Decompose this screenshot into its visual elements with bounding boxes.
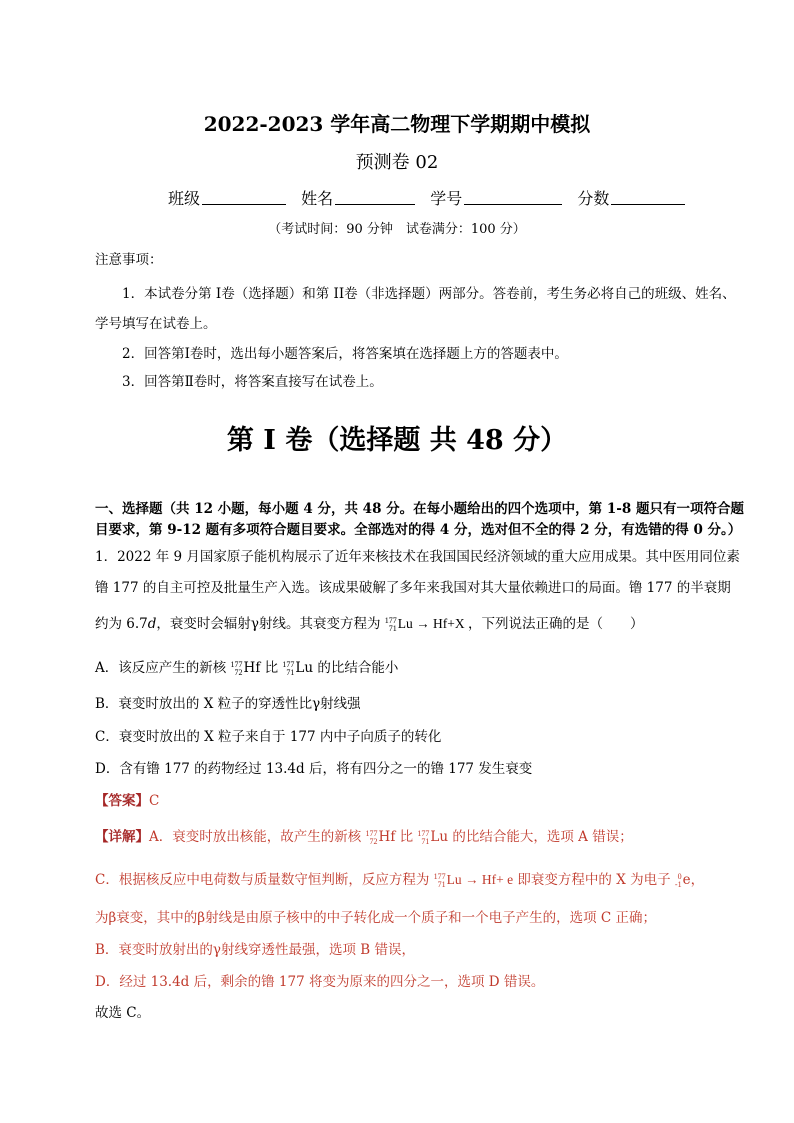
score-label: 分数 xyxy=(577,189,610,208)
answer-value: C xyxy=(149,793,160,809)
student-info-fields xyxy=(168,186,687,209)
q1-stem-line-3: 约为 6.7d，衰变时会辐射γ射线。其衰变方程为 177 71Lu → Hf+X ，下列说法正确的是（ ） xyxy=(95,615,644,633)
q1-option-a[interactable]: A．该反应产生的新核 177 72Hf 比 177 71Lu 的比结合能小 xyxy=(95,659,399,677)
detail-c: C．根据核反应中电荷数与质量数守恒判断，反应方程为 177 71Lu → Hf+ e 即衰变方程中的 X 为电子 0 -1e， xyxy=(95,871,705,889)
answer-label: 【答案】 xyxy=(95,793,149,809)
detail-d: D．经过 13.4d 后，剩余的镥 177 将变为原来的四分之一，选项 D 错误。 xyxy=(95,974,545,990)
q1-stem-line-1: 1．2022 年 9 月国家原子能机构展示了近年来核技术在我国国民经济领域的重大应用成果。其中医用同位素 xyxy=(95,549,740,565)
section-instruction-2: 目要求，第 9-12 题有多项符合题目要求。全部选对的得 4 分，选对但不全的得 2 分，有选错的得 0 分。） xyxy=(95,522,742,538)
q1-stem-line-2: 镥 177 的自主可控及批量生产入选。该成果破解了多年来我国对其大量依赖进口的局面。镥 177 的半衰期 xyxy=(95,580,731,596)
exam-subtitle: 预测卷 02 xyxy=(355,152,439,173)
detail-label: 【详解】 xyxy=(95,829,149,845)
class-label: 班级 xyxy=(168,189,201,208)
q1-option-d[interactable]: D．含有镥 177 的药物经过 13.4d 后，将有四分之一的镥 177 发生衰变 xyxy=(95,761,533,777)
exam-time-info: （考试时间：90 分钟 试卷满分：100 分） xyxy=(268,222,526,237)
note-item-1: 1．本试卷分第 I卷（选择题）和第 II卷（非选择题）两部分。答卷前，考生务必将自己的班级、姓名、 xyxy=(122,286,736,302)
student-id-blank[interactable] xyxy=(464,203,562,205)
class-blank[interactable] xyxy=(202,203,286,205)
q1-option-b[interactable]: B．衰变时放出的 X 粒子的穿透性比γ射线强 xyxy=(95,696,361,712)
detail-c-cont: 为β衰变，其中的β射线是由原子核中的中子转化成一个质子和一个电子产生的，选项 C 正确； xyxy=(95,910,657,926)
q1-option-c[interactable]: C．衰变时放出的 X 粒子来自于 177 内中子向质子的转化 xyxy=(95,729,442,745)
decay-equation: 177 71Lu → Hf+X xyxy=(384,615,465,633)
notes-heading: 注意事项： xyxy=(95,252,163,268)
detail-b: B．衰变时放射出的γ射线穿透性最强，选项 B 错误， xyxy=(95,942,415,958)
q1-answer xyxy=(95,791,159,811)
student-id-label: 学号 xyxy=(430,189,463,208)
exam-title: 2022-2023 学年高二物理下学期期中模拟 xyxy=(203,112,591,136)
conclusion: 故选 C。 xyxy=(95,1005,151,1021)
score-blank[interactable] xyxy=(611,203,685,205)
name-blank[interactable] xyxy=(335,203,415,205)
name-label: 姓名 xyxy=(301,189,334,208)
note-item-1-cont: 学号填写在试卷上。 xyxy=(95,316,217,332)
section-title: 第 I 卷（选择题 共 48 分） xyxy=(226,425,568,456)
detail-a: 【详解】A．衰变时放出核能，故产生的新核 177 72Hf 比 177 71Lu 的比结合能大，选项 A 错误； xyxy=(95,828,633,846)
note-item-3: 3．回答第Ⅱ卷时，将答案直接写在试卷上。 xyxy=(122,374,383,390)
note-item-2: 2．回答第Ⅰ卷时，选出每小题答案后，将答案填在选择题上方的答题表中。 xyxy=(122,346,568,362)
section-instruction-1: 一、选择题（共 12 小题，每小题 4 分，共 48 分。在每小题给出的四个选项中，第 1-8 题只有一项符合题 xyxy=(95,501,744,517)
